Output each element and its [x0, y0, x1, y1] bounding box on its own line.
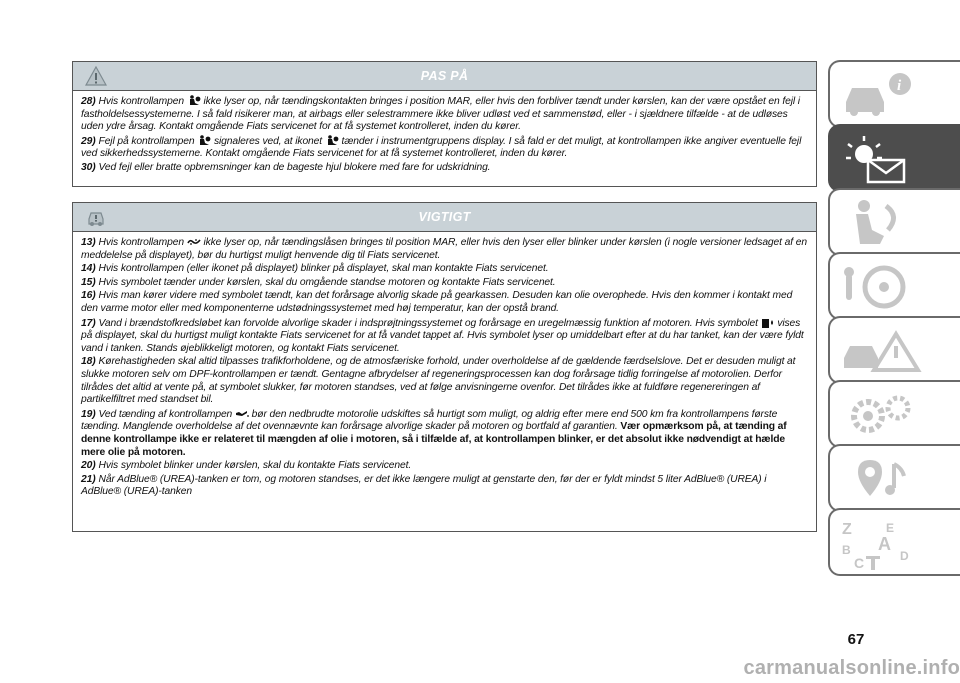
dpf-warning-icon: [187, 236, 201, 247]
tab-multimedia[interactable]: [828, 444, 960, 512]
caution-box: [72, 61, 817, 187]
note-17: 17) Vand i brændstofkredsløbet kan forvolde alvorlige skader i indsprøjtningssystemet og forårsage en uregelmæssig funktion af motoren. Hvis symbolet vises på displayet, skal du hurtigst muligt kontakte Fiats servicenet for at få vandet tappet af. Hvis symbolet lyser op umiddelbart efter at du har tanket, kan der være fyldt vand i tanken. Stands øjeblikkeligt motoren, og kontakt Fiats servicenet.: [81, 317, 804, 354]
note-29: 29) Fejl på kontrollampen signaleres ved, at ikonet tænder i instrumentgruppens display. I så fald er det muligt, at kontrollampen ikke angiver eventuelle fejl ved sikkerhedssystemerne. Kontakt omgående Fiats servicenet for at få systemet kontrolleret, inden du kører.: [81, 135, 802, 160]
car-info-icon: [838, 68, 928, 122]
svg-text:i: i: [897, 78, 902, 94]
seat-airbag-icon: [838, 196, 928, 250]
tab-index[interactable]: [828, 508, 960, 576]
tab-warning-lights[interactable]: [828, 124, 960, 192]
important-title: VIGTIGT: [418, 210, 471, 224]
gears-icon: [838, 388, 928, 442]
important-box: [72, 202, 817, 532]
airbag-warning-icon: [197, 135, 211, 146]
note-16: 16) Hvis man kører videre med symbolet tændt, kan det forårsage alvorlig skade på gearkassen. Desuden kan olie overophede. Hvis den kommer i kontakt med den varme motor eller med komponenterne udstødningssystemet med høj temperatur, kan der opstå brand.: [81, 290, 793, 314]
svg-text:E: E: [886, 521, 895, 535]
tab-safety[interactable]: [828, 188, 960, 256]
water-in-fuel-icon: [761, 317, 775, 328]
important-header: [73, 203, 816, 232]
note-14: 14) Hvis kontrollampen (eller ikonet på displayet) blinker på displayet, skal man kontakte Fiats servicenet.: [81, 263, 549, 275]
tab-starting-driving[interactable]: [828, 252, 960, 320]
note-15: 15) Hvis symbolet tænder under kørslen, skal du omgående standse motoren og kontakte Fiats servicenet.: [81, 276, 556, 288]
index-letters-icon: [838, 516, 928, 570]
oil-degradation-icon: [235, 408, 249, 419]
airbag-warning-icon: [187, 95, 201, 106]
note-19: 19) Ved tænding af kontrollampen bør den nedbrudte motorolie udskiftes så hurtigt som muligt, og aldrig efter mere end 500 km fra kontrollampens første tænding. Manglende overholdelse af det ovennævnte kan forårsage alvorlige skader på motoren og bortfald af garantien. Vær opmærksom på, at tænding af denne kontrollampe ikke er relateret til mængden af olie i motoren, så i tilfælde af, at kontrollampen blinker, er det absolut ikke nødvendigt at hælde mere olie på motoren.: [81, 408, 787, 458]
svg-text:C: C: [854, 555, 865, 570]
watermark-footer: carmanualsonline.info: [743, 657, 960, 679]
note-30: 30) Ved fejl eller bratte opbremsninger kan de bageste hjul blokere med fare for udskridning.: [81, 161, 491, 173]
tab-emergency[interactable]: [828, 316, 960, 384]
svg-text:B: B: [842, 543, 851, 557]
tab-car-info[interactable]: [828, 60, 960, 128]
svg-text:Z: Z: [842, 521, 852, 538]
caution-header: [73, 62, 816, 91]
airbag-warning-icon: [325, 135, 339, 146]
svg-text:D: D: [900, 549, 909, 563]
caution-title: PAS PÅ: [420, 69, 469, 83]
car-breakdown-icon: [838, 324, 928, 378]
note-28: 28) Hvis kontrollampen ikke lyser op, når tændingskontakten bringes i position MAR, eller hvis den forbliver tændt under kørslen, kan der være opstået en fejl i fastholdelsessystemerne. I så fald risikerer man, at airbags eller selestrammere ikke bliver udløst ved et sammenstød, eller - i sjældnere tilfælde - at de udløses uden ydre årsag. Kontakt omgående Fiats servicenet for at få systemet kontrolleret, inden du kører.: [81, 96, 800, 133]
svg-text:A: A: [878, 534, 891, 554]
warning-light-envelope-icon: [838, 132, 928, 186]
page-number: 67: [847, 631, 865, 648]
tab-maintenance[interactable]: [828, 380, 960, 448]
note-21: 21) Når AdBlue® (UREA)-tanken er tom, og motoren standses, er det ikke længere muligt at genstarte den, før der er fyldt mindst 5 liter AdBlue® (UREA) i AdBlue® (UREA)-tanken: [81, 473, 767, 498]
navigation-music-icon: [838, 452, 928, 506]
note-20: 20) Hvis symbolet blinker under kørslen, skal du kontakte Fiats servicenet.: [81, 460, 412, 472]
note-13: 13) Hvis kontrollampen ikke lyser op, når tændingslåsen bringes til position MAR, eller hvis den lyser eller blinker under kørslen (i nogle versioner ledsaget af en meddelelse på displayet), bør du hurtigst muligt henvende dig til Fiats servicenet.: [81, 237, 807, 261]
steering-key-icon: [838, 260, 928, 314]
note-18: 18) Kørehastigheden skal altid tilpasses trafikforholdene, og de atmosfæriske forhold, under overholdelse af de gældende færdselslove. Det er desuden muligt at slukke motoren selv om DPF-kontrollampen er tændt. Gentagne afbrydelser af regeneringsprocessen kan dog forårsage tidlig forringelse af motorolien. Derfor tilrådes det altid at vente på, at symbolet slukker, før motoren standses, ved at følge anvisningerne ovenfor. Det tilrådes ikke at fuldføre regenereringen af partikelfiltret med standset bil.: [81, 356, 796, 406]
